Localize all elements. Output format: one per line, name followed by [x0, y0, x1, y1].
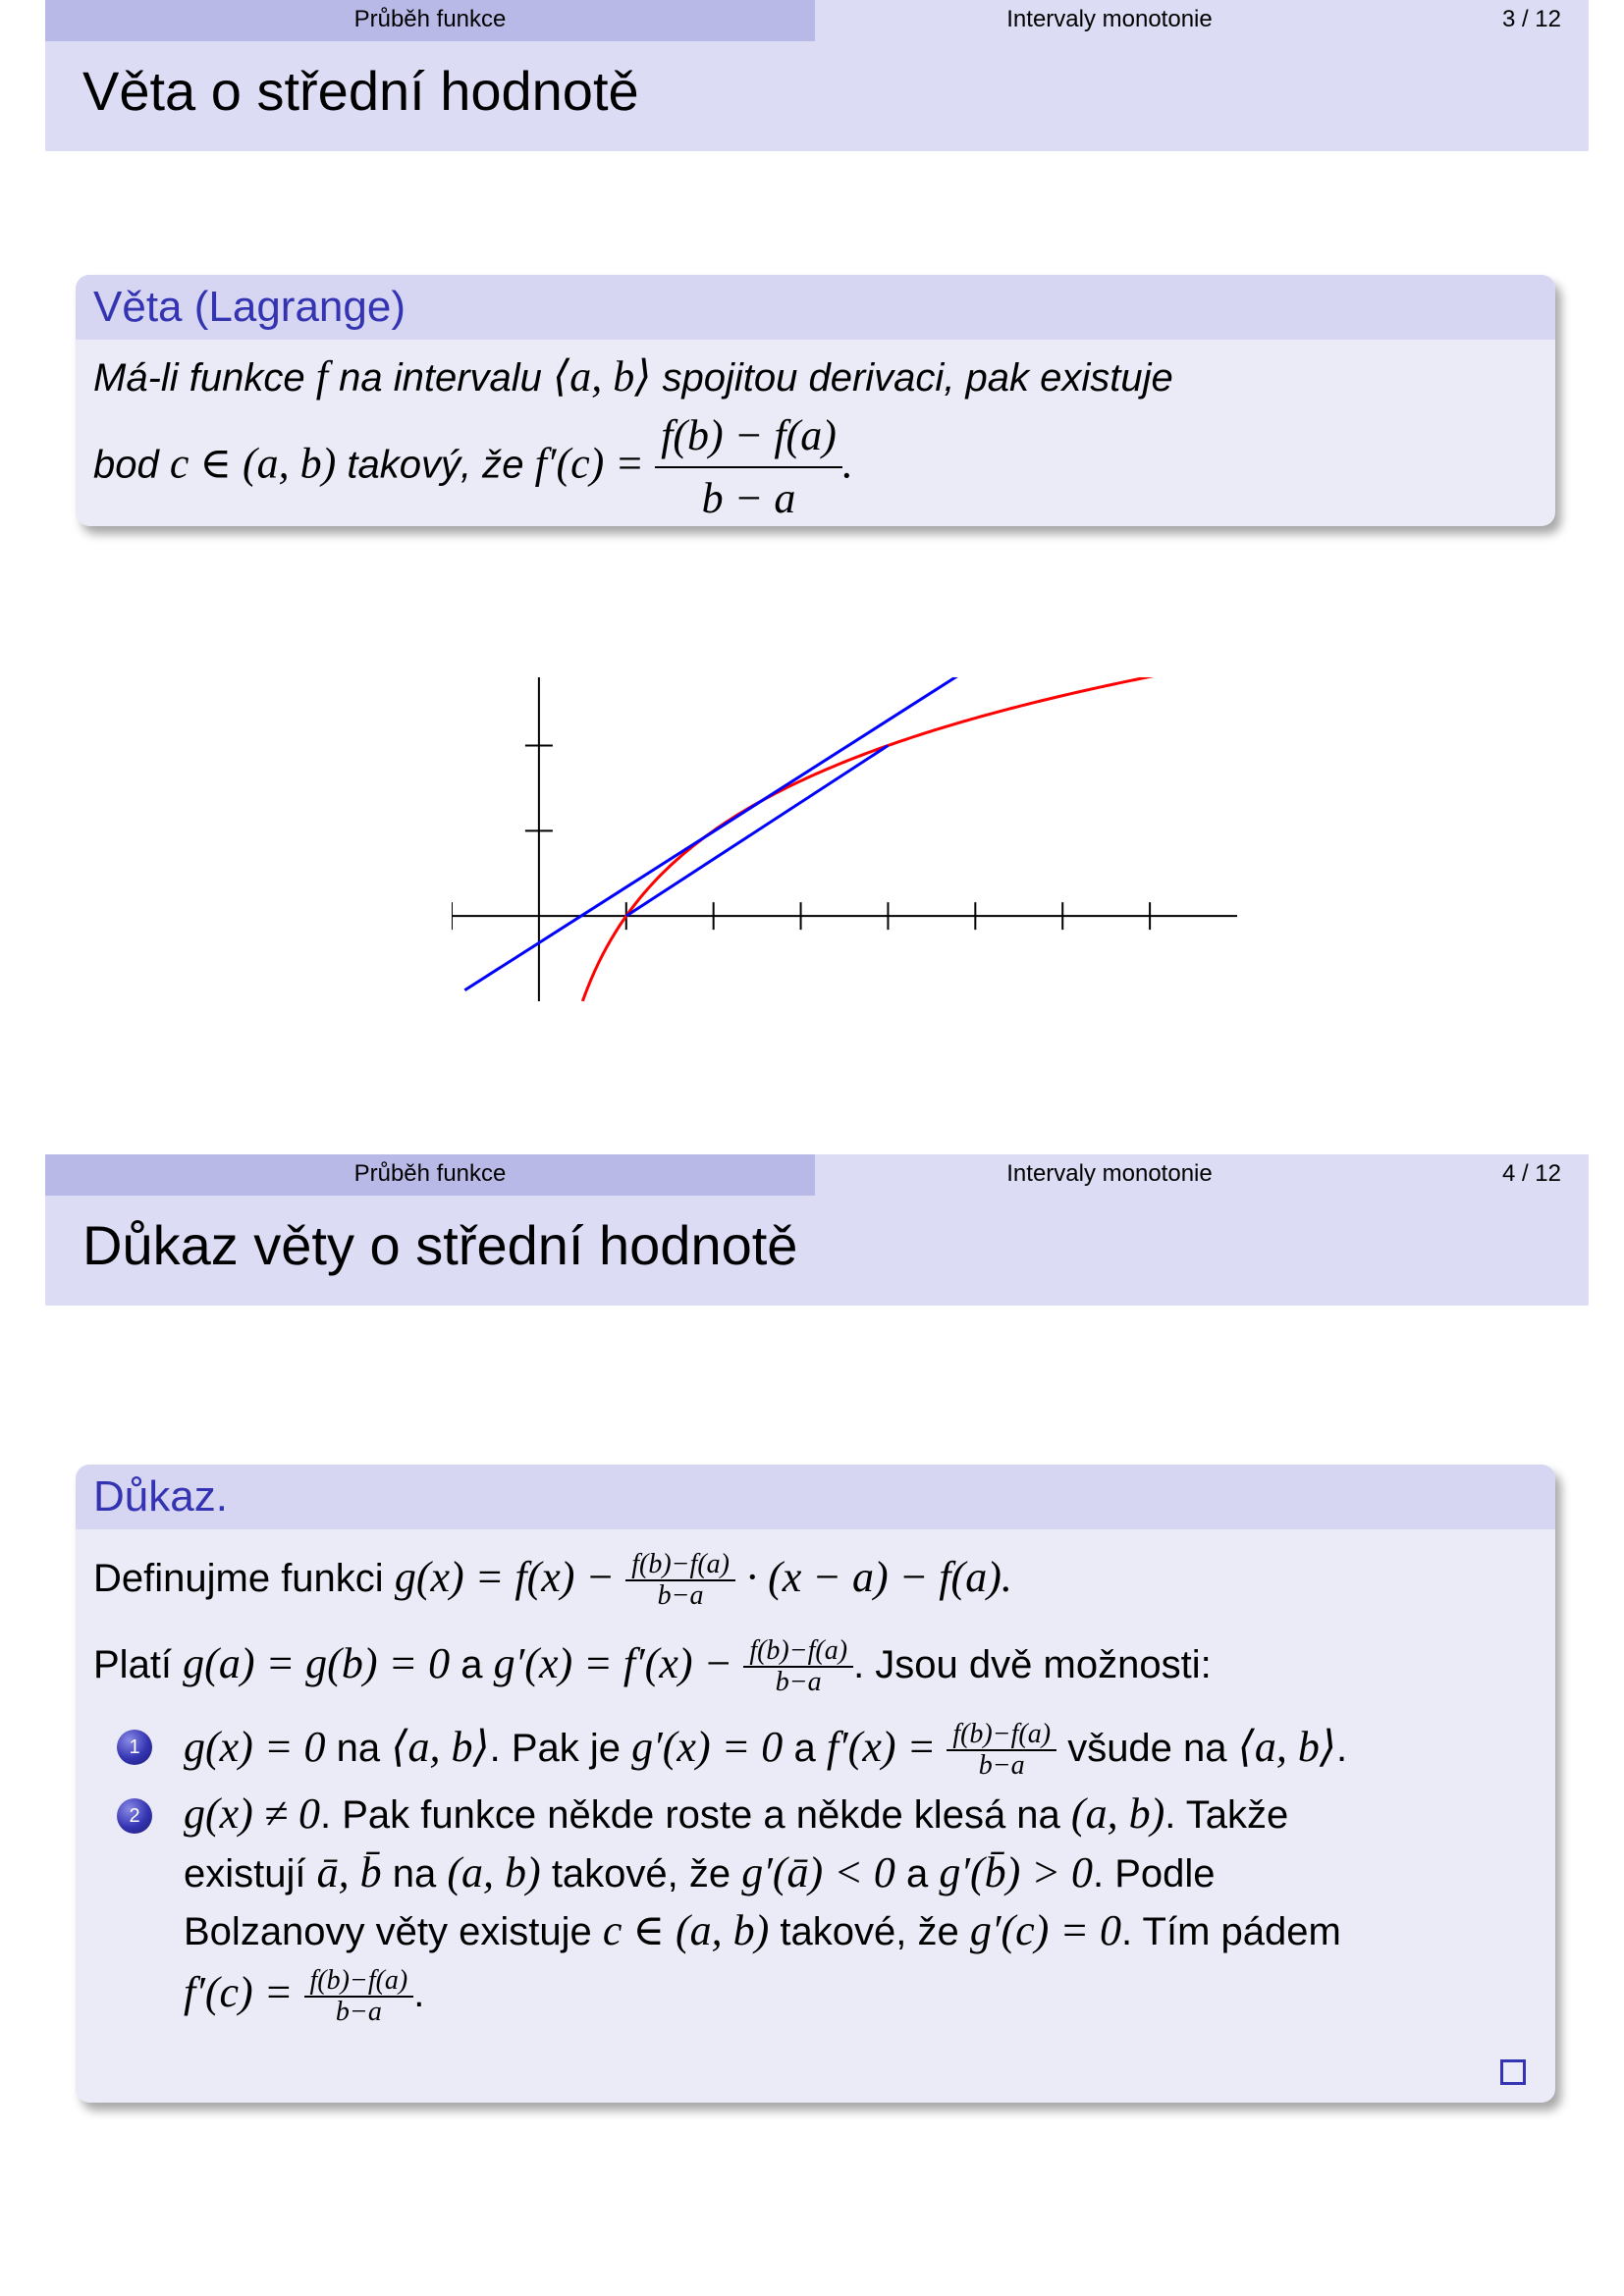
fraction: $\frac{f(b)-f(a)}{b-a}$: [625, 1550, 735, 1611]
theorem-title: Věta (Lagrange): [76, 275, 1555, 340]
enum-number-icon: 1: [117, 1730, 152, 1765]
frame-title: Věta o střední hodnotě: [45, 41, 1589, 151]
tangent-line: [464, 677, 993, 990]
proof-body: Definujme funkci g(x) = f(x) − $\frac{f(b)-f(a)}{b-a}$ · (x − a) − f(a). Platí g(a) = g(b) = 0 a g′(x) = f′(x) − $\frac{f(b)-f(a)}{b-a}$ . Jsou dvě možnosti: 1 g(x) = 0 na ⟨a, b⟩. Pak je g′(x) = 0 a f′(x) = $\frac{f(b)-f(a)}{b-a}$ všude na ⟨a, b⟩. 2 g(x) ≠ 0. Pak funkce někde roste a někde klesá na (a, b). Takže existují ā, b̄ na (a, b) takové, že g′(ā) < 0 a g′(b̄) > 0. Podle Bolzanovy věty existuje c ∈ (a, b) takové, že g′(c) = 0. Tím pádem f′(c) = $\frac{f(b)-f(a)}{b-a}$ .: [76, 1529, 1555, 2043]
list-item: 1 g(x) = 0 na ⟨a, b⟩. Pak je g′(x) = 0 a f′(x) = $\frac{f(b)-f(a)}{b-a}$ všude na ⟨a, b⟩.: [93, 1716, 1538, 1781]
headline-section: Průběh funkce: [45, 1154, 815, 1196]
function-curve: [582, 677, 1237, 1001]
enum-number-icon: 2: [117, 1798, 152, 1834]
secant-line: [626, 745, 889, 916]
qed-icon: [1500, 2059, 1526, 2085]
headline-subsection: Intervaly monotonie: [1006, 1160, 1213, 1187]
fraction: $\frac{f(b)-f(a)}{b-a}$: [947, 1720, 1056, 1781]
slide-4: [45, 1154, 1589, 2027]
headline: [45, 0, 1589, 41]
proof-title: Důkaz.: [76, 1465, 1555, 1529]
page-number: 3 / 12: [1501, 6, 1561, 32]
headline: [45, 1154, 1589, 1196]
fraction: $\frac{f(b)-f(a)}{b-a}$: [743, 1636, 853, 1697]
mean-value-chart: [452, 677, 1237, 1001]
page-number: 4 / 12: [1501, 1160, 1561, 1187]
fraction: $\frac{f(b) - f(a)}{b - a}$: [655, 405, 842, 529]
headline-section: Průběh funkce: [45, 0, 815, 41]
list-item: 2 g(x) ≠ 0. Pak funkce někde roste a někde klesá na (a, b). Takže existují ā, b̄ na (a, b) takové, že g′(ā) < 0 a g′(b̄) > 0. Podle Bolzanovy věty existuje c ∈ (a, b) takové, že g′(c) = 0. Tím pádem f′(c) = $\frac{f(b)-f(a)}{b-a}$ .: [93, 1785, 1538, 2026]
headline-subsection: Intervaly monotonie: [1006, 6, 1213, 32]
slide-3: [45, 0, 1589, 522]
theorem-block: [76, 275, 1555, 526]
frame-title: Důkaz věty o střední hodnotě: [45, 1196, 1589, 1306]
proof-block: [76, 1465, 1555, 2103]
theorem-body: Má-li funkce f na intervalu ⟨a, b⟩ spojitou derivaci, pak existuje bod c ∈ (a, b) takový, že f′(c) = $\frac{f(b) - f(a)}{b - a}$ .: [76, 340, 1555, 545]
fraction: $\frac{f(b)-f(a)}{b-a}$: [304, 1966, 414, 2027]
